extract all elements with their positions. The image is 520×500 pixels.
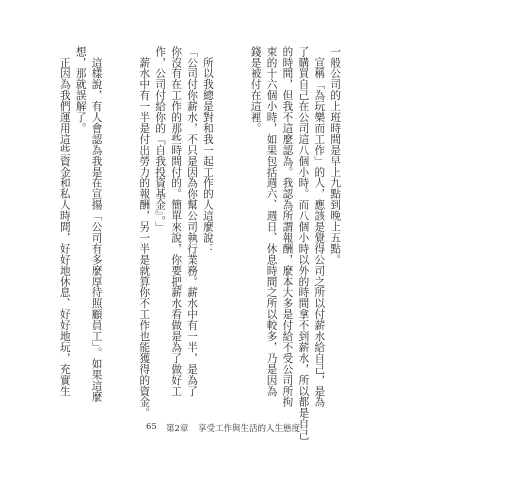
page-footer: [0, 422, 520, 438]
paragraph-1: 一般公司的上班時間是早上九點到晚上五點。 宣稱「為玩樂而工作」的人，應該是覺得公司之所以付薪水給自己，是為 了購買自己在公司這八個小時。而八個小時以外的時間拿不到薪水，所以都是自己 的時間，但我不這麼認為。我認為所謂報酬，麼本大多是付給不受公司所拘 束的十六個小時，如果包括週六、週日、休息時間之所以較多，乃是因為 錢是被付在這裡。: [249, 46, 342, 441]
chapter-title: 享受工作與生活的人生態度: [198, 424, 301, 434]
chapter-label: 第2章: [166, 424, 189, 434]
paragraph-2: 所以我總是對和我一起工作的人這麼說： 「公司付你薪水，不只是因為你幫公司執行業務。薪水中有一半，是為了 你沒有在工作的那些時間付的。簡單來說，你要把薪水看做是為了做好工 作，公司付給你的『自我投資基金』。」 薪水中有一半是付出勞力的報酬，另一半是就算你不工作也能獲得的資金。: [138, 46, 214, 419]
page-number: 65: [146, 422, 157, 432]
paragraph-3: 這樣說，有人會認為我是在宣揚「公司有多麼厚待照顧員工」。如果這麼 想，那就誤解了。 正因為我們運用這些資金和私人時間，好好地休息、好好地玩，充實生: [58, 46, 103, 403]
